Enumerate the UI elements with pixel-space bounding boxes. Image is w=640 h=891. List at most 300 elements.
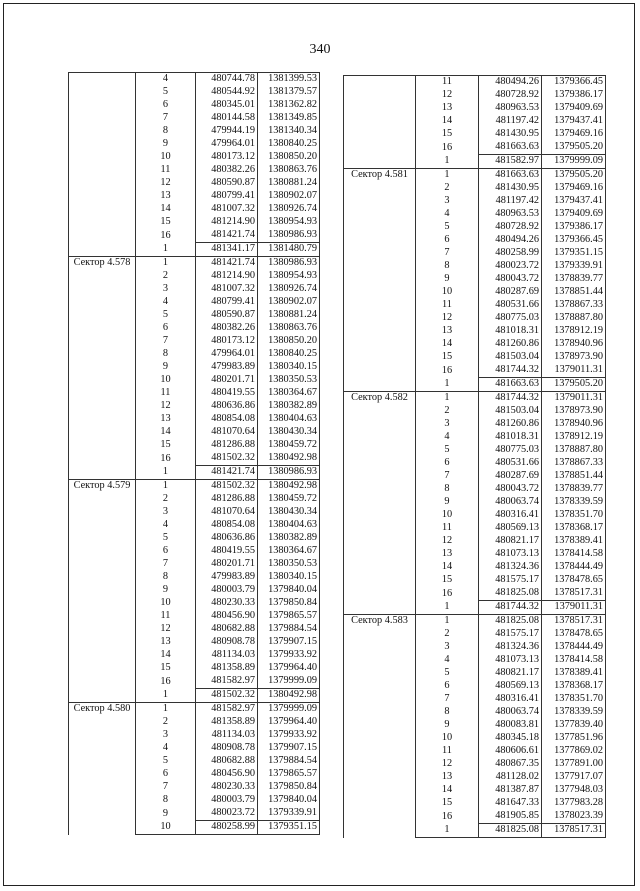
y-coordinate: 1378973.90 [542,405,606,418]
y-coordinate: 1378414.58 [542,654,606,667]
point-number: 16 [136,675,196,689]
y-coordinate: 1380840.25 [258,348,320,361]
point-number: 14 [416,561,479,574]
y-coordinate: 1380954.93 [258,270,320,283]
point-number: 12 [136,400,196,413]
x-coordinate: 481421.74 [196,466,258,480]
y-coordinate: 1380364.67 [258,387,320,400]
x-coordinate: 481358.89 [196,662,258,675]
y-coordinate: 1378414.58 [542,548,606,561]
point-number: 2 [136,716,196,729]
y-coordinate: 1379850.84 [258,597,320,610]
y-coordinate: 1378912.19 [542,325,606,338]
point-number: 8 [416,260,479,273]
y-coordinate: 1378368.17 [542,522,606,535]
x-coordinate: 480201.71 [196,558,258,571]
x-coordinate: 481421.74 [196,257,258,271]
x-coordinate: 481825.08 [479,615,542,629]
point-number: 8 [136,348,196,361]
y-coordinate: 1380926.74 [258,203,320,216]
x-coordinate: 480456.90 [196,610,258,623]
point-number: 14 [416,784,479,797]
x-coordinate: 481503.04 [479,351,542,364]
point-number: 12 [136,177,196,190]
point-number: 3 [136,506,196,519]
point-number: 1 [136,480,196,494]
point-number: 5 [136,532,196,545]
y-coordinate: 1379351.15 [542,247,606,260]
point-number: 15 [416,574,479,587]
point-number: 14 [136,426,196,439]
y-coordinate: 1378478.65 [542,628,606,641]
point-number: 13 [136,190,196,203]
y-coordinate: 1379865.57 [258,610,320,623]
point-number: 1 [416,615,479,629]
y-coordinate: 1379366.45 [542,234,606,247]
point-number: 8 [416,483,479,496]
point-number: 4 [136,296,196,309]
y-coordinate: 1381349.85 [258,112,320,125]
y-coordinate: 1378851.44 [542,286,606,299]
point-number: 5 [416,444,479,457]
y-coordinate: 1379409.69 [542,102,606,115]
x-coordinate: 480728.92 [479,221,542,234]
x-coordinate: 480003.79 [196,584,258,597]
y-coordinate: 1379907.15 [258,742,320,755]
y-coordinate: 1378389.41 [542,535,606,548]
x-coordinate: 480003.79 [196,794,258,807]
point-number: 11 [136,610,196,623]
x-coordinate: 481018.31 [479,431,542,444]
sector-label: Сектор 4.582 [344,392,416,615]
point-number: 5 [136,755,196,768]
point-number: 6 [136,99,196,112]
x-coordinate: 480023.72 [479,260,542,273]
x-coordinate: 480345.01 [196,99,258,112]
point-number: 5 [136,309,196,322]
point-number: 1 [416,601,479,615]
y-coordinate: 1379505.20 [542,378,606,392]
point-number: 8 [416,706,479,719]
x-coordinate: 480682.88 [196,623,258,636]
x-coordinate: 480963.53 [479,208,542,221]
point-number: 9 [416,273,479,286]
point-number: 16 [416,141,479,155]
y-coordinate: 1378839.77 [542,273,606,286]
x-coordinate: 480636.86 [196,400,258,413]
x-coordinate: 480775.03 [479,444,542,457]
y-coordinate: 1380926.74 [258,283,320,296]
point-number: 11 [416,745,479,758]
x-coordinate: 480173.12 [196,151,258,164]
y-coordinate: 1378368.17 [542,680,606,693]
y-coordinate: 1381480.79 [258,243,320,257]
y-coordinate: 1379999.09 [258,675,320,689]
sector-label: Сектор 4.581 [344,169,416,392]
point-number: 3 [136,283,196,296]
table-row [69,257,320,271]
x-coordinate: 480494.26 [479,234,542,247]
x-coordinate: 481260.86 [479,418,542,431]
y-coordinate: 1378940.96 [542,338,606,351]
x-coordinate: 480201.71 [196,374,258,387]
y-coordinate: 1379505.20 [542,141,606,155]
point-number: 16 [416,364,479,378]
y-coordinate: 1380382.89 [258,532,320,545]
point-number: 4 [416,431,479,444]
x-coordinate: 480606.61 [479,745,542,758]
x-coordinate: 481582.97 [196,675,258,689]
point-number: 1 [416,169,479,183]
x-coordinate: 480419.55 [196,387,258,400]
x-coordinate: 480316.41 [479,693,542,706]
sector-label: Сектор 4.578 [69,257,136,480]
point-number: 13 [416,102,479,115]
sector-label: Сектор 4.580 [69,703,136,835]
y-coordinate: 1379469.16 [542,128,606,141]
x-coordinate: 480043.72 [479,273,542,286]
point-number: 8 [136,571,196,584]
y-coordinate: 1380492.98 [258,452,320,466]
x-coordinate: 481197.42 [479,195,542,208]
x-coordinate: 481073.13 [479,654,542,667]
right-table-body [344,76,606,838]
point-number: 10 [136,821,196,835]
point-number: 1 [416,155,479,169]
y-coordinate: 1379366.45 [542,76,606,90]
point-number: 1 [416,392,479,406]
x-coordinate: 480908.78 [196,742,258,755]
x-coordinate: 480230.33 [196,597,258,610]
x-coordinate: 481502.32 [196,452,258,466]
sector-label [69,73,136,257]
x-coordinate: 480744.78 [196,73,258,87]
y-coordinate: 1380492.98 [258,480,320,494]
y-coordinate: 1378444.49 [542,561,606,574]
y-coordinate: 1378912.19 [542,431,606,444]
y-coordinate: 1378887.80 [542,312,606,325]
x-coordinate: 480382.26 [196,164,258,177]
page-number: 340 [309,42,331,57]
point-number: 16 [136,229,196,243]
y-coordinate: 1380350.53 [258,374,320,387]
x-coordinate: 480382.26 [196,322,258,335]
x-coordinate: 481286.88 [196,439,258,452]
y-coordinate: 1378339.59 [542,496,606,509]
point-number: 6 [136,322,196,335]
y-coordinate: 1378478.65 [542,574,606,587]
y-coordinate: 1378887.80 [542,444,606,457]
x-coordinate: 480854.08 [196,413,258,426]
x-coordinate: 480258.99 [479,247,542,260]
y-coordinate: 1379505.20 [542,169,606,183]
y-coordinate: 1379964.40 [258,662,320,675]
y-coordinate: 1379907.15 [258,636,320,649]
y-coordinate: 1380954.93 [258,216,320,229]
x-coordinate: 480775.03 [479,312,542,325]
y-coordinate: 1379386.17 [542,221,606,234]
table-row [69,480,320,494]
point-number: 1 [136,703,196,717]
y-coordinate: 1378389.41 [542,667,606,680]
y-coordinate: 1379011.31 [542,364,606,378]
x-coordinate: 480728.92 [479,89,542,102]
x-coordinate: 481663.63 [479,169,542,183]
x-coordinate: 481421.74 [196,229,258,243]
point-number: 3 [416,418,479,431]
sector-label: Сектор 4.579 [69,480,136,703]
point-number: 1 [136,689,196,703]
y-coordinate: 1380404.63 [258,519,320,532]
left-table-body [69,73,320,835]
point-number: 8 [136,794,196,807]
x-coordinate: 481825.08 [479,587,542,601]
x-coordinate: 481663.63 [479,141,542,155]
x-coordinate: 481286.88 [196,493,258,506]
x-coordinate: 480799.41 [196,190,258,203]
y-coordinate: 1380382.89 [258,400,320,413]
x-coordinate: 481647.33 [479,797,542,810]
sector-label [344,76,416,169]
x-coordinate: 480287.69 [479,286,542,299]
y-coordinate: 1380850.20 [258,151,320,164]
x-coordinate: 480636.86 [196,532,258,545]
y-coordinate: 1378517.31 [542,587,606,601]
point-number: 15 [416,797,479,810]
x-coordinate: 481825.08 [479,824,542,838]
y-coordinate: 1380340.15 [258,361,320,374]
x-coordinate: 481503.04 [479,405,542,418]
point-number: 11 [416,522,479,535]
y-coordinate: 1380459.72 [258,439,320,452]
x-coordinate: 480456.90 [196,768,258,781]
x-coordinate: 480544.92 [196,86,258,99]
point-number: 2 [136,493,196,506]
x-coordinate: 480287.69 [479,470,542,483]
x-coordinate: 479983.89 [196,361,258,374]
table-row [69,73,320,87]
x-coordinate: 480144.58 [196,112,258,125]
point-number: 1 [136,257,196,271]
point-number: 10 [136,151,196,164]
x-coordinate: 480419.55 [196,545,258,558]
point-number: 7 [416,247,479,260]
point-number: 9 [136,584,196,597]
table-row [344,615,606,629]
x-coordinate: 481663.63 [479,378,542,392]
x-coordinate: 481387.87 [479,784,542,797]
point-number: 12 [136,623,196,636]
x-coordinate: 481134.03 [196,649,258,662]
x-coordinate: 480531.66 [479,457,542,470]
point-number: 4 [136,73,196,87]
point-number: 10 [416,509,479,522]
x-coordinate: 480531.66 [479,299,542,312]
point-number: 16 [416,810,479,824]
sector-label: Сектор 4.583 [344,615,416,838]
y-coordinate: 1379840.04 [258,794,320,807]
y-coordinate: 1380986.93 [258,257,320,271]
point-number: 14 [416,338,479,351]
point-number: 13 [136,413,196,426]
y-coordinate: 1380350.53 [258,558,320,571]
x-coordinate: 480569.13 [479,522,542,535]
y-coordinate: 1379865.57 [258,768,320,781]
point-number: 4 [136,519,196,532]
x-coordinate: 481744.32 [479,392,542,406]
y-coordinate: 1379999.09 [258,703,320,717]
right-coordinates-table [343,75,606,838]
x-coordinate: 480682.88 [196,755,258,768]
x-coordinate: 481070.64 [196,506,258,519]
point-number: 3 [136,729,196,742]
point-number: 14 [136,649,196,662]
left-coordinates-table [68,72,320,835]
x-coordinate: 481214.90 [196,216,258,229]
point-number: 4 [136,742,196,755]
point-number: 11 [416,76,479,90]
y-coordinate: 1380986.93 [258,229,320,243]
x-coordinate: 480908.78 [196,636,258,649]
x-coordinate: 480590.87 [196,309,258,322]
point-number: 13 [416,771,479,784]
point-number: 12 [416,312,479,325]
x-coordinate: 480867.35 [479,758,542,771]
point-number: 9 [136,807,196,821]
table-row [69,703,320,717]
point-number: 7 [136,558,196,571]
x-coordinate: 480963.53 [479,102,542,115]
point-number: 1 [136,243,196,257]
point-number: 3 [416,195,479,208]
y-coordinate: 1379011.31 [542,392,606,406]
y-coordinate: 1380881.24 [258,309,320,322]
x-coordinate: 481905.85 [479,810,542,824]
x-coordinate: 480494.26 [479,76,542,90]
x-coordinate: 481744.32 [479,601,542,615]
x-coordinate: 479983.89 [196,571,258,584]
y-coordinate: 1380459.72 [258,493,320,506]
y-coordinate: 1379437.41 [542,115,606,128]
point-number: 16 [136,452,196,466]
y-coordinate: 1377948.03 [542,784,606,797]
table-row [344,169,606,183]
x-coordinate: 479944.19 [196,125,258,138]
x-coordinate: 480023.72 [196,807,258,821]
x-coordinate: 481070.64 [196,426,258,439]
y-coordinate: 1378517.31 [542,615,606,629]
point-number: 12 [416,89,479,102]
point-number: 12 [416,758,479,771]
point-number: 9 [416,496,479,509]
point-number: 1 [136,466,196,480]
y-coordinate: 1380863.76 [258,322,320,335]
x-coordinate: 479964.01 [196,138,258,151]
y-coordinate: 1379386.17 [542,89,606,102]
point-number: 2 [416,628,479,641]
point-number: 7 [136,781,196,794]
y-coordinate: 1379850.84 [258,781,320,794]
y-coordinate: 1379011.31 [542,601,606,615]
point-number: 14 [136,203,196,216]
point-number: 9 [136,138,196,151]
point-number: 3 [416,641,479,654]
y-coordinate: 1380863.76 [258,164,320,177]
y-coordinate: 1378351.70 [542,509,606,522]
y-coordinate: 1377839.40 [542,719,606,732]
x-coordinate: 480083.81 [479,719,542,732]
y-coordinate: 1380840.25 [258,138,320,151]
y-coordinate: 1380492.98 [258,689,320,703]
y-coordinate: 1381340.34 [258,125,320,138]
x-coordinate: 481502.32 [196,480,258,494]
point-number: 7 [136,112,196,125]
x-coordinate: 481260.86 [479,338,542,351]
x-coordinate: 481430.95 [479,128,542,141]
y-coordinate: 1379351.15 [258,821,320,835]
point-number: 11 [416,299,479,312]
x-coordinate: 480821.17 [479,667,542,680]
x-coordinate: 480854.08 [196,519,258,532]
x-coordinate: 480230.33 [196,781,258,794]
y-coordinate: 1379840.04 [258,584,320,597]
point-number: 6 [416,680,479,693]
point-number: 11 [136,164,196,177]
point-number: 7 [136,335,196,348]
point-number: 14 [416,115,479,128]
y-coordinate: 1379437.41 [542,195,606,208]
y-coordinate: 1380430.34 [258,426,320,439]
y-coordinate: 1378867.33 [542,299,606,312]
y-coordinate: 1377869.02 [542,745,606,758]
y-coordinate: 1379999.09 [542,155,606,169]
x-coordinate: 481430.95 [479,182,542,195]
point-number: 12 [416,535,479,548]
x-coordinate: 481007.32 [196,203,258,216]
y-coordinate: 1379884.54 [258,623,320,636]
y-coordinate: 1378339.59 [542,706,606,719]
x-coordinate: 481582.97 [196,703,258,717]
x-coordinate: 481582.97 [479,155,542,169]
point-number: 10 [136,597,196,610]
y-coordinate: 1380902.07 [258,296,320,309]
y-coordinate: 1378351.70 [542,693,606,706]
point-number: 15 [136,662,196,675]
y-coordinate: 1378973.90 [542,351,606,364]
y-coordinate: 1379339.91 [542,260,606,273]
y-coordinate: 1379933.92 [258,729,320,742]
point-number: 6 [416,234,479,247]
x-coordinate: 481324.36 [479,641,542,654]
point-number: 13 [416,548,479,561]
y-coordinate: 1378517.31 [542,824,606,838]
x-coordinate: 480063.74 [479,706,542,719]
point-number: 2 [416,405,479,418]
point-number: 5 [416,667,479,680]
x-coordinate: 481197.42 [479,115,542,128]
point-number: 8 [136,125,196,138]
y-coordinate: 1377983.28 [542,797,606,810]
point-number: 10 [136,374,196,387]
point-number: 5 [416,221,479,234]
y-coordinate: 1377891.00 [542,758,606,771]
point-number: 15 [416,351,479,364]
y-coordinate: 1378867.33 [542,457,606,470]
y-coordinate: 1381399.53 [258,73,320,87]
y-coordinate: 1380404.63 [258,413,320,426]
x-coordinate: 480799.41 [196,296,258,309]
x-coordinate: 481214.90 [196,270,258,283]
